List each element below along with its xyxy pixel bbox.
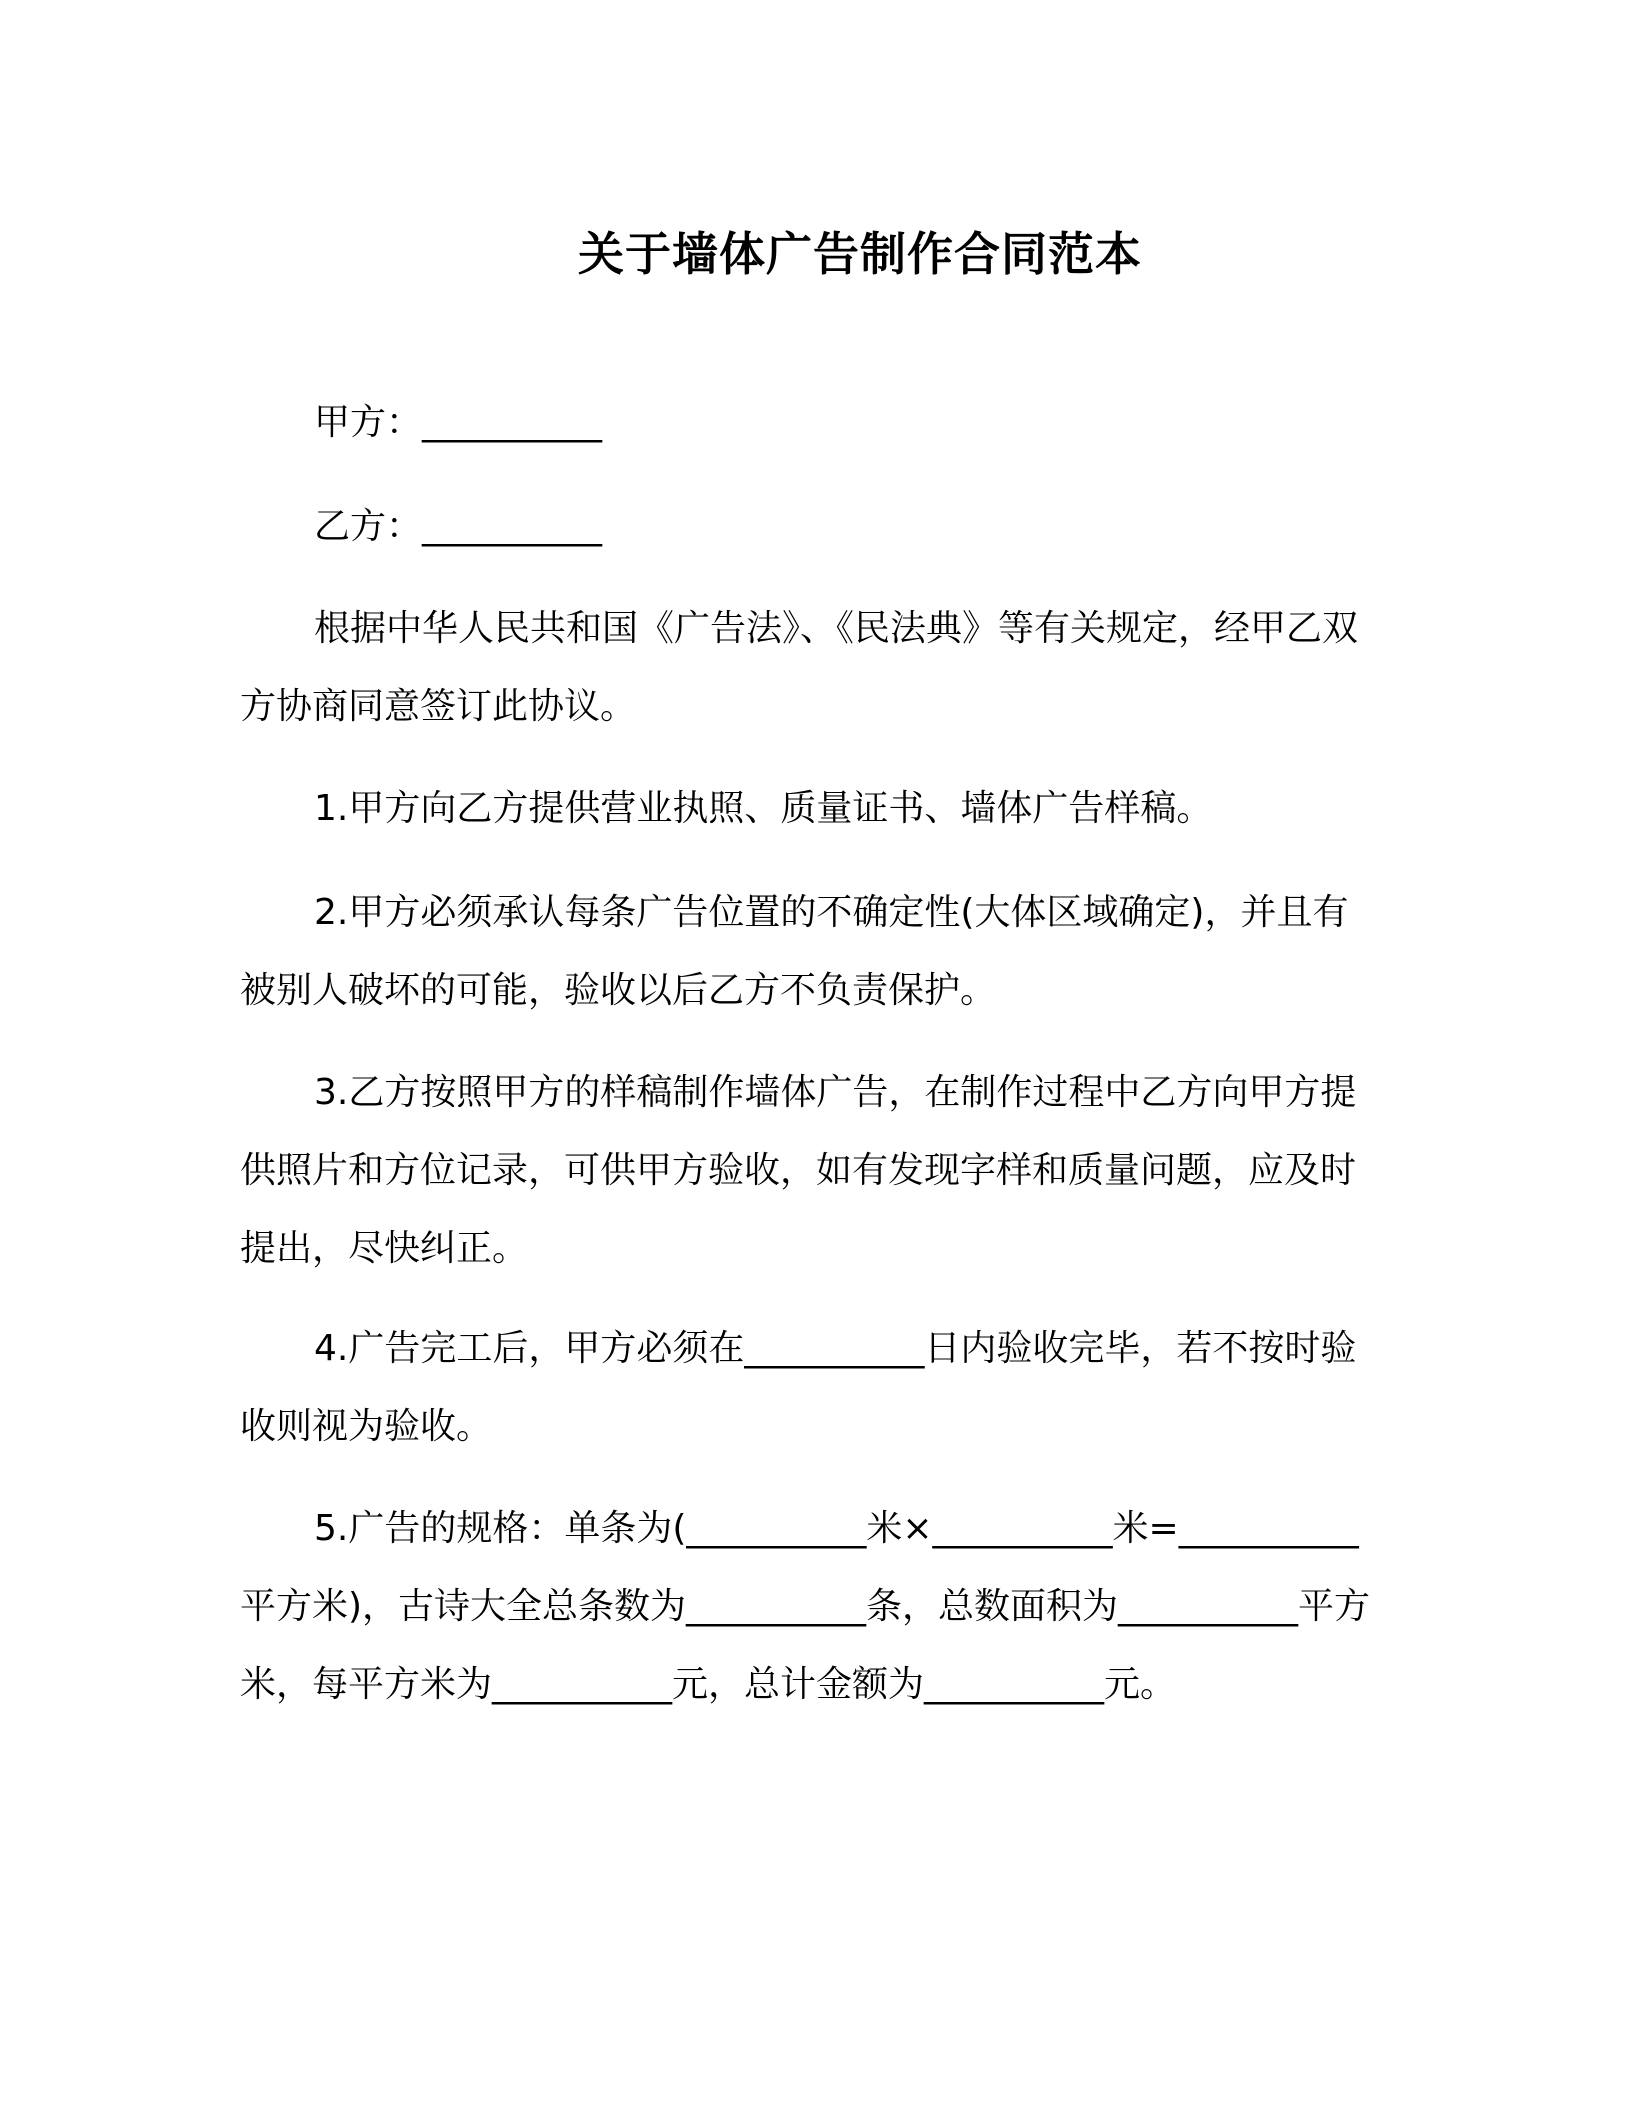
intro-paragraph: 根据中华人民共和国《广告法》、《民法典》等有关规定，经甲乙双方协商同意签订此协议。 [240, 608, 1359, 727]
clause-1: 1.甲方向乙方提供营业执照、质量证书、墙体广告样稿。 [314, 788, 1213, 829]
document-title: 关于墙体广告制作合同范本 [578, 227, 1142, 281]
clause-3: 3.乙方按照甲方的样稿制作墙体广告，在制作过程中乙方向甲方提供照片和方位记录，可供甲方验收，如有发现字样和质量问题，应及时提出，尽快纠正。 [240, 1072, 1357, 1269]
clause-5: 5.广告的规格：单条为(__________米×__________米=__________平方米)，古诗大全总条数为__________条，总数面积为__________平方米，每平方米为__________元，总计金额为__________元。 [240, 1508, 1371, 1705]
party-a-line: 甲方：__________ [314, 402, 603, 443]
party-b-line: 乙方：__________ [314, 506, 603, 547]
clause-2: 2.甲方必须承认每条广告位置的不确定性(大体区域确定)，并且有被别人破坏的可能，验收以后乙方不负责保护。 [240, 892, 1349, 1011]
clause-4: 4.广告完工后，甲方必须在__________日内验收完毕，若不按时验收则视为验收。 [240, 1328, 1357, 1447]
